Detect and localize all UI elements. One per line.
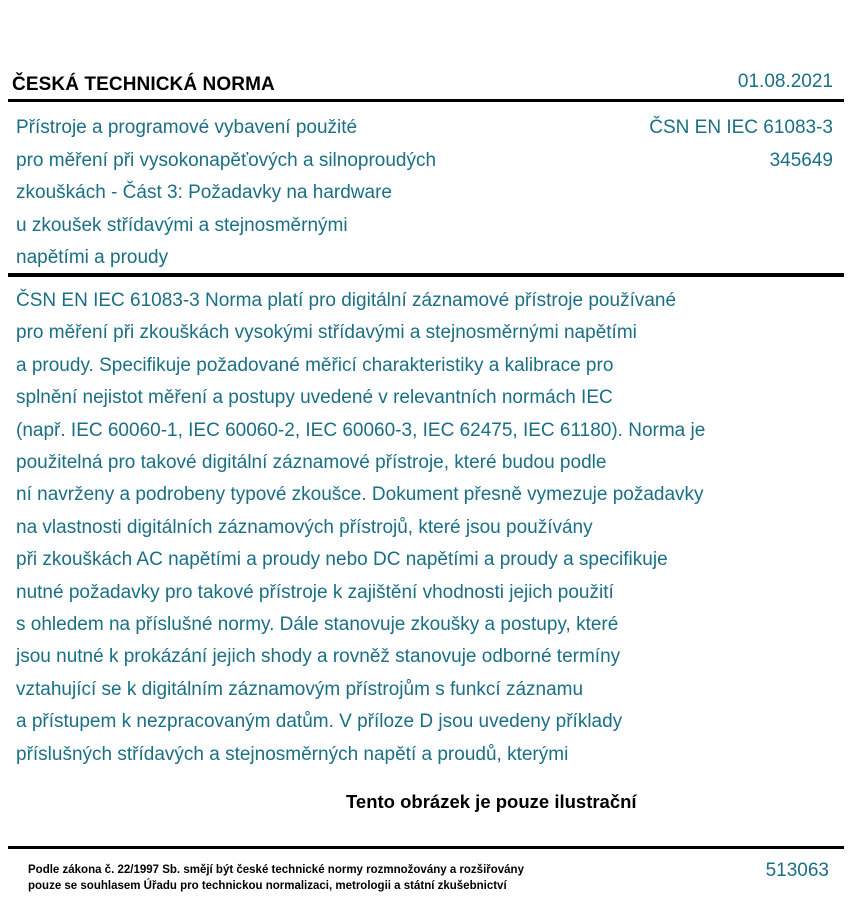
abstract-line: vztahující se k digitálním záznamovým přístrojům s funkcí záznamu (16, 678, 584, 700)
document-title (16, 112, 536, 275)
catalog-number: 513063 (765, 860, 829, 881)
title-line: Přístroje a programové vybavení použité (16, 117, 358, 138)
abstract-line: splnění nejistot měření a postupy uvedené v relevantních normách IEC (16, 387, 613, 409)
abstract-text (16, 285, 836, 771)
title-line: pro měření při vysokonapěťových a silnoproudých (16, 149, 437, 171)
abstract-line: příslušných střídavých a stejnosměrných napětí a proudů, kterými (16, 743, 569, 765)
abstract-line: (např. IEC 60060-1, IEC 60060-2, IEC 60060-3, IEC 62475, IEC 61180). Norma je (16, 419, 706, 441)
title-line: napětími a proudy (16, 247, 169, 268)
illustration-note (0, 791, 865, 813)
standard-label: ČESKÁ TECHNICKÁ NORMA (12, 74, 275, 95)
abstract-line: a proudy. Specifikuje požadované měřicí charakteristiky a kalibrace pro (16, 354, 614, 376)
abstract-line: na vlastnosti digitálních záznamových přístrojů, které jsou používány (16, 516, 593, 538)
abstract-line: jsou nutné k prokázání jejich shody a rovněž stanovuje odborné termíny (16, 646, 621, 668)
class-number: 345649 (769, 149, 833, 171)
abstract-line: pro měření při zkouškách vysokými střídavými a stejnosměrnými napětími (16, 322, 637, 344)
abstract-line: nutné požadavky pro takové přístroje k zajištění vhodnosti jejich použití (16, 581, 614, 603)
abstract-line: ní navrženy a podrobeny typové zkoušce. Dokument přesně vymezuje požadavky (16, 484, 704, 506)
abstract-line: a přístupem k nezpracovaným datům. V příloze D jsou uvedeny příklady (16, 711, 623, 733)
top-divider (8, 99, 844, 102)
illustration-note-text: Tento obrázek je pouze ilustrační (346, 791, 637, 812)
abstract-line: použitelná pro takové digitální záznamové přístroje, které budou podle (16, 452, 607, 474)
title-line: u zkoušek střídavými a stejnosměrnými (16, 214, 348, 236)
title-line: zkouškách - Část 3: Požadavky na hardware (16, 182, 392, 203)
middle-divider (8, 273, 844, 277)
legal-line: Podle zákona č. 22/1997 Sb. smějí být české technické normy rozmnožovány a rozšiřovány (28, 864, 524, 876)
abstract-line: při zkouškách AC napětími a proudy nebo DC napětími a proudy a specifikuje (16, 549, 668, 571)
abstract-line: s ohledem na příslušné normy. Dále stanovuje zkoušky a postupy, které (16, 614, 619, 636)
standard-number: ČSN EN IEC 61083-3 (649, 117, 833, 138)
bottom-divider (8, 846, 844, 849)
publication-date: 01.08.2021 (737, 71, 833, 92)
abstract-line: ČSN EN IEC 61083-3 Norma platí pro digitální záznamové přístroje používané (16, 290, 677, 311)
legal-notice (28, 862, 524, 894)
document-identifiers (649, 112, 833, 177)
legal-line: pouze se souhlasem Úřadu pro technickou normalizaci, metrologii a státní zkušebnictví (28, 880, 507, 892)
